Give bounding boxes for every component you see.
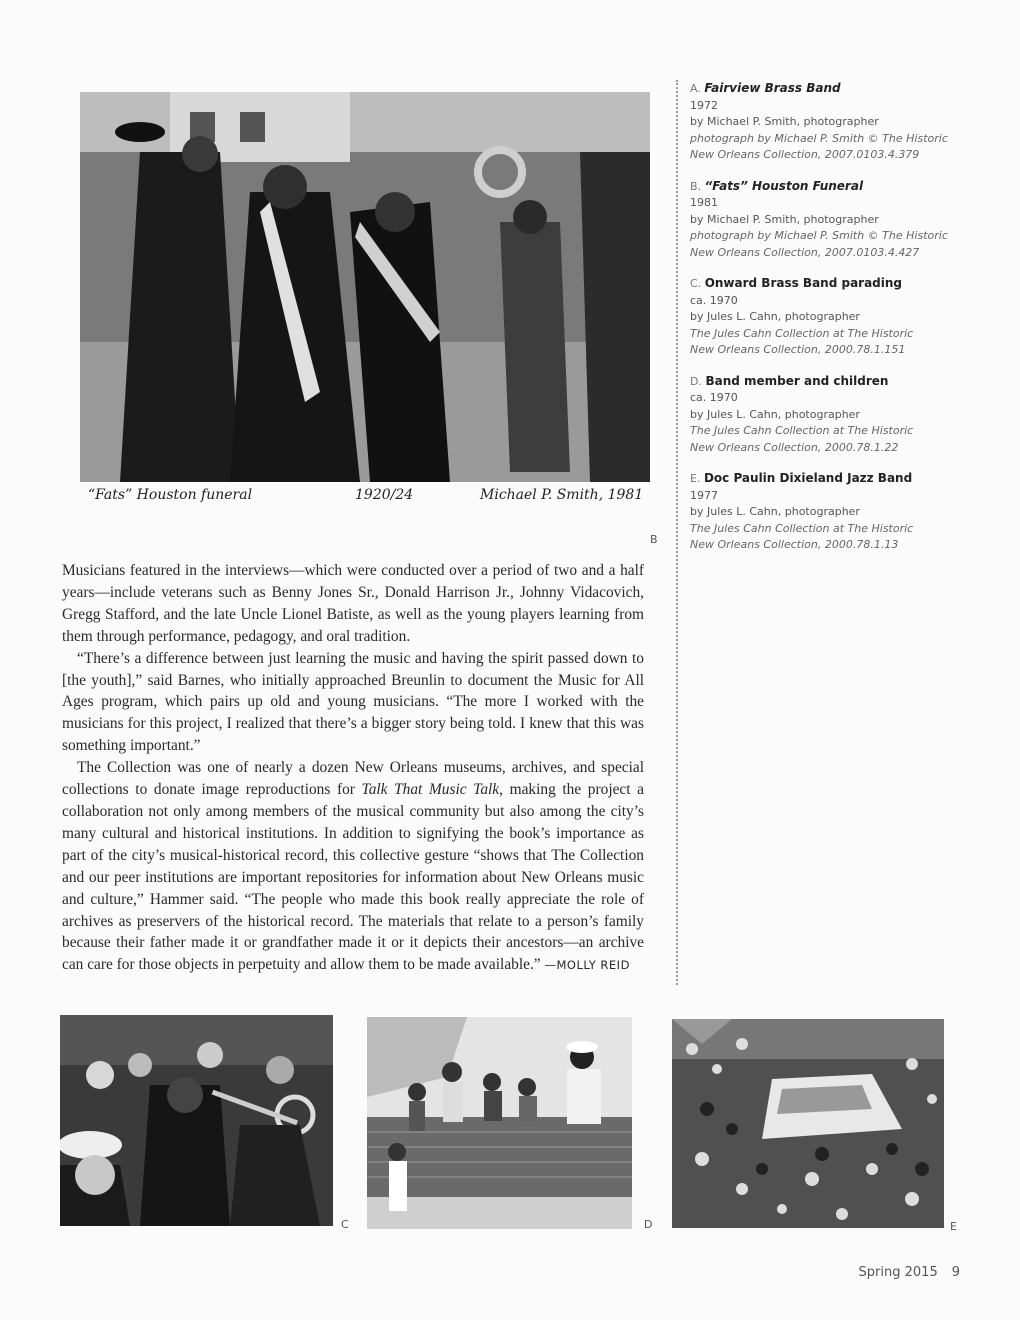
caption-sidebar [676,80,968,985]
photo-band-member-children [367,1017,632,1229]
caption-title: Band member and children [705,373,889,388]
caption-title: “Fats” Houston Funeral [704,178,864,193]
caption-title: Onward Brass Band parading [704,276,903,290]
handwritten-number: 1920/24 [355,487,414,503]
caption-d: D. Band member and children ca. 1970 by Jules L. Cahn, photographer The Jules Cahn Collection at The Historic New Orleans Collection, 2000.78.1.22 [690,373,914,454]
article-paragraph: Musicians featured in the interviews—which were conducted over a period of two and a half years—include veterans such as Benny Jones Sr., Donald Harrison Jr., Johnny Vidacovich, Gregg Stafford, and the late Uncle Lionel Batiste, as well as the young players learning from them through performance, pedagogy, and oral tradition. [62,562,644,645]
article-paragraph: The Collection was one of nearly a dozen New Orleans museums, archives, and special collections to donate image reproductions for Talk That Music Talk, making the project a collaboration not only among members of the musical community but also among the city’s many cultural and historical institutions. In addition to signifying the book’s importance as part of the city’s musical-historical record, this collective gesture “shows that The Collection and our peer institutions are important repositories for information about New Orleans music and culture,” Hammer said. “The people who made this book really appreciate the role of archives as preservers of the historical record. The materials that relate to a person’s family because their father made it or grandfather made it or it depicts their ancestors—an archive can care for those objects in perpetuity and allow them to be made available.” —MOLLY REID [62,759,644,974]
photo-onward-brass-band [60,1015,333,1226]
caption-b: B. “Fats” Houston Funeral 1981 by Michael P. Smith, photographer photograph by Michael P. Smith © The Historic New Orleans Collection, 2007.0103.4.427 [690,178,948,259]
caption-e: E. Doc Paulin Dixieland Jazz Band 1977 by Jules L. Cahn, photographer The Jules Cahn Collection at The Historic New Orleans Collection, 2000.78.1.13 [690,471,914,551]
caption-c: C. Onward Brass Band parading ca. 1970 by Jules L. Cahn, photographer The Jules Cahn Collection at The Historic New Orleans Collection, 2000.78.1.151 [690,276,914,356]
caption-title: Doc Paulin Dixieland Jazz Band [703,471,913,485]
photo-letter-d: D [644,1218,653,1231]
page-footer [845,1265,960,1280]
page-number: 9 [951,1265,960,1280]
article-paragraph: “There’s a difference between just learning the music and having the spirit passed down to [the youth],” said Barnes, who initially approached Breunlin to document the Music for All Ages program, which pairs up old and young musicians. “The more I worked with the musicians for this project, I realized that there’s a bigger story being told. I knew that this was something important.” [62,649,644,755]
book-title: Talk That Music Talk [361,781,500,799]
photo-doc-paulin-band [672,1019,944,1228]
caption-a: A. Fairview Brass Band 1972 by Michael P. Smith, photographer photograph by Michael P. Smith © The Historic New Orleans Collection, 2007.0103.4.379 [690,81,948,161]
photo-letter-b: B [650,533,658,546]
caption-title: Fairview Brass Band [704,81,841,95]
byline: —MOLLY REID [544,958,630,973]
photo-fats-houston-funeral [80,92,650,482]
photo-letter-e: E [950,1220,957,1233]
photo-letter-c: C [341,1218,349,1231]
handwritten-title: “Fats” Houston funeral [88,487,253,503]
issue-label: Spring 2015 [858,1265,938,1280]
handwritten-signature: Michael P. Smith, 1981 [480,487,644,503]
article-body [62,560,644,977]
